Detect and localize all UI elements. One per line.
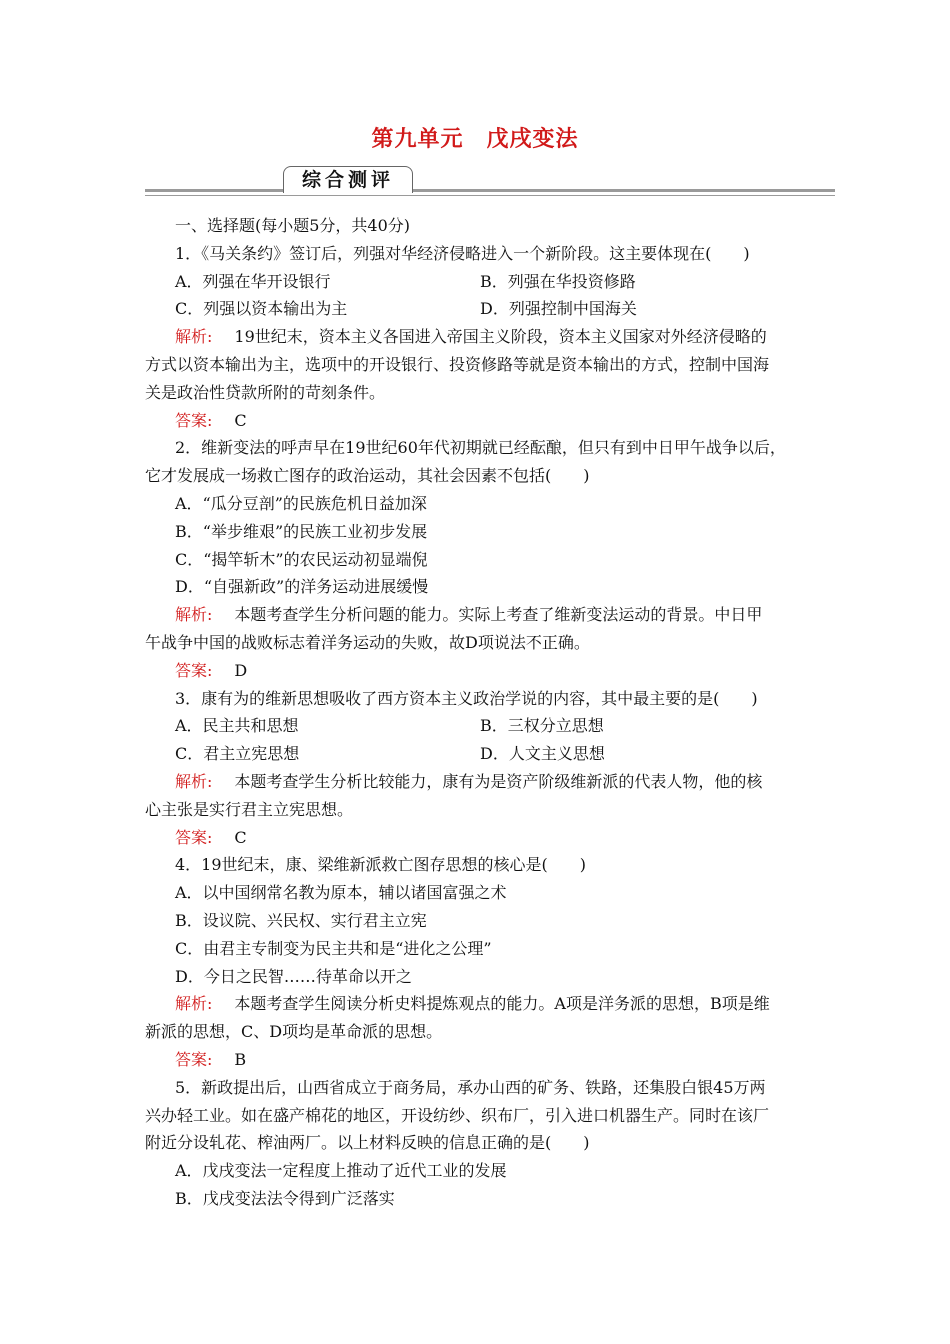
q1-analysis-line3: 关是政治性贷款所附的苛刻条件。 — [145, 382, 386, 402]
q1-analysis-line1 — [145, 323, 825, 351]
q2-option-c: C．“揭竿斩木”的农民运动初显端倪 — [175, 549, 428, 569]
q1-answer — [145, 407, 825, 435]
analysis-label: 解析: — [175, 771, 213, 791]
q2-option-d: D．“自强新政”的洋务运动进展缓慢 — [175, 577, 429, 597]
q3-option-a: A．民主共和思想 — [175, 716, 299, 736]
q5-option-a: A．戊戌变法一定程度上推动了近代工业的发展 — [175, 1161, 507, 1181]
q4-analysis-text: 本题考查学生阅读分析史料提炼观点的能力。A项是洋务派的思想，B项是维 — [234, 994, 770, 1014]
q3-answer — [145, 824, 825, 852]
q5-stem-line2: 兴办轻工业。如在盛产棉花的地区，开设纺纱、织布厂，引入进口机器生产。同时在该厂 — [145, 1105, 770, 1125]
q2-stem-line1: 2．维新变法的呼声早在19世纪60年代初期就已经酝酿，但只有到中日甲午战争以后， — [175, 438, 786, 458]
banner-rule-thin — [145, 195, 835, 196]
answer-label: 答案: — [175, 827, 213, 847]
page-title: 第九单元 戊戌变法 — [371, 126, 579, 152]
analysis-label: 解析: — [175, 327, 213, 347]
q3-stem: 3．康有为的维新思想吸收了西方资本主义政治学说的内容，其中最主要的是( ) — [175, 688, 758, 708]
q5-stem-line1: 5．新政提出后，山西省成立于商务局，承办山西的矿务、铁路，还集股白银45万两 — [175, 1077, 766, 1097]
q2-analysis-line1 — [145, 601, 825, 629]
q4-analysis-line1 — [145, 990, 825, 1018]
q3-option-d: D．人文主义思想 — [480, 744, 605, 764]
q2-answer — [145, 657, 825, 685]
q2-answer-value: D — [234, 660, 248, 680]
q3-answer-value: C — [234, 827, 247, 847]
q3-option-b: B．三权分立思想 — [480, 716, 604, 736]
q1-analysis-line2: 方式以资本输出为主，选项中的开设银行、投资修路等就是资本输出的方式，控制中国海 — [145, 354, 770, 374]
analysis-label: 解析: — [175, 994, 213, 1014]
banner-tab-label: 综合测评 — [283, 166, 413, 193]
q5-option-b: B．戊戌变法法令得到广泛落实 — [175, 1188, 395, 1208]
q3-analysis-line1 — [145, 768, 825, 796]
q4-analysis-line2: 新派的思想，C、D项均是革命派的思想。 — [145, 1022, 443, 1042]
answer-label: 答案: — [175, 660, 213, 680]
q4-option-d: D．今日之民智……待革命以开之 — [175, 966, 412, 986]
q1-options-row2 — [145, 295, 825, 323]
q1-stem: 1．《马关条约》签订后，列强对华经济侵略进入一个新阶段。这主要体现在( ) — [175, 243, 750, 263]
q2-option-b: B．“举步维艰”的民族工业初步发展 — [175, 521, 428, 541]
document-body — [145, 212, 825, 1213]
q4-option-b: B．设议院、兴民权、实行君主立宪 — [175, 910, 427, 930]
q3-option-c: C．君主立宪思想 — [175, 744, 300, 764]
q5-stem-line3: 附近分设轧花、榨油两厂。以上材料反映的信息正确的是( ) — [145, 1133, 590, 1153]
q3-analysis-text: 本题考查学生分析比较能力，康有为是资产阶级维新派的代表人物，他的核 — [234, 771, 763, 791]
section-heading: 一、选择题(每小题5分，共40分) — [175, 216, 411, 235]
q2-analysis-text: 本题考查学生分析问题的能力。实际上考查了维新变法运动的背景。中日甲 — [234, 605, 763, 625]
q1-option-b: B．列强在华投资修路 — [480, 271, 636, 291]
q1-analysis-text: 19世纪末，资本主义各国进入帝国主义阶段，资本主义国家对外经济侵略的 — [234, 327, 767, 347]
q2-option-a: A．“瓜分豆剖”的民族危机日益加深 — [175, 493, 427, 513]
q2-analysis-line2: 午战争中国的战败标志着洋务运动的失败，故D项说法不正确。 — [145, 632, 590, 652]
answer-label: 答案: — [175, 410, 213, 430]
banner-rule-thick — [145, 189, 835, 192]
q1-option-a: A．列强在华开设银行 — [175, 271, 331, 291]
q4-option-c: C．由君主专制变为民主共和是“进化之公理” — [175, 938, 492, 958]
q4-answer — [145, 1046, 825, 1074]
q1-answer-value: C — [234, 410, 247, 430]
q2-stem-line2: 它才发展成一场救亡图存的政治运动，其社会因素不包括( ) — [145, 466, 590, 486]
answer-label: 答案: — [175, 1049, 213, 1069]
q4-answer-value: B — [234, 1049, 247, 1069]
analysis-label: 解析: — [175, 605, 213, 625]
q3-analysis-line2: 心主张是实行君主立宪思想。 — [145, 799, 354, 819]
q1-option-d: D．列强控制中国海关 — [480, 299, 637, 319]
section-banner — [145, 162, 835, 202]
q4-option-a: A．以中国纲常名教为原本，辅以诸国富强之术 — [175, 883, 507, 903]
q1-options-row1 — [145, 268, 825, 296]
q4-stem: 4．19世纪末，康、梁维新派救亡图存思想的核心是( ) — [175, 855, 587, 875]
q1-option-c: C．列强以资本输出为主 — [175, 299, 348, 319]
q3-options-row1 — [145, 712, 825, 740]
q3-options-row2 — [145, 740, 825, 768]
